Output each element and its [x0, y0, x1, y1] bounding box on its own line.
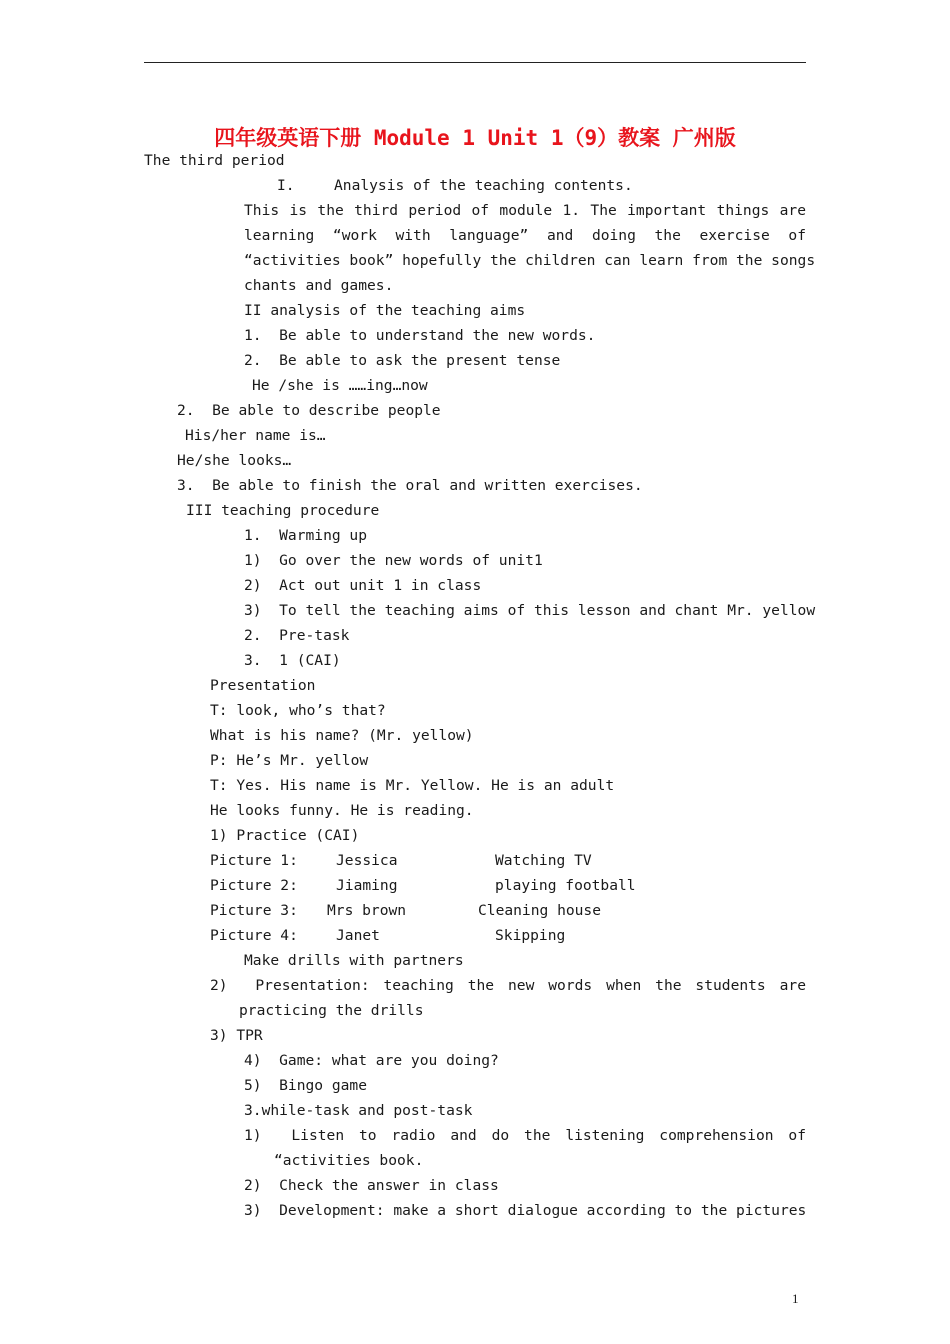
presentation-line: T: Yes. His name is Mr. Yellow. He is an adult — [210, 777, 615, 794]
procedure-step: 1) Go over the new words of unit1 — [244, 552, 543, 569]
while-task-heading: 3.while-task and post-task — [244, 1102, 473, 1119]
picture-label: Picture 4: — [210, 927, 298, 944]
document-title: 四年级英语下册 Module 1 Unit 1（9）教案 广州版 — [214, 126, 736, 150]
section1-para-line-3: “activities book” hopefully the children can learn from the songs — [244, 252, 816, 269]
picture-name: Janet — [336, 927, 380, 944]
development-item: 3) Development: make a short dialogue according to the pictures — [244, 1202, 807, 1219]
presentation-line: Presentation — [210, 677, 316, 694]
picture-name: Jessica — [336, 852, 398, 869]
picture-name: Mrs brown — [327, 902, 407, 919]
aim-example: His/her name is… — [185, 427, 326, 444]
check-item: 2) Check the answer in class — [244, 1177, 499, 1194]
drills-line: Make drills with partners — [244, 952, 464, 969]
procedure-step: 3) To tell the teaching aims of this lesson and chant Mr. yellow — [244, 602, 816, 619]
procedure-step: 2. Pre-task — [244, 627, 350, 644]
practice-heading: 1) Practice (CAI) — [210, 827, 360, 844]
section1-para-line-4: chants and games. — [244, 277, 394, 294]
aim-example: He/she looks… — [177, 452, 292, 469]
presentation-line: What is his name? (Mr. yellow) — [210, 727, 474, 744]
section1-heading: Analysis of the teaching contents. — [334, 177, 633, 194]
aim-example: He /she is ……ing…now — [252, 377, 428, 394]
picture-label: Picture 2: — [210, 877, 298, 894]
aim-item: 2. Be able to describe people — [177, 402, 441, 419]
presentation-line: P: He’s Mr. yellow — [210, 752, 369, 769]
listen-item-line-1: 1) Listen to radio and do the listening comprehension of — [244, 1127, 806, 1144]
section2-heading: II analysis of the teaching aims — [244, 302, 526, 319]
bingo-item: 5) Bingo game — [244, 1077, 368, 1094]
presentation-line: T: look, who’s that? — [210, 702, 386, 719]
section1-number: I. — [277, 177, 295, 194]
period-subtitle: The third period — [144, 152, 285, 169]
aim-item: 1. Be able to understand the new words. — [244, 327, 596, 344]
procedure-step: 2) Act out unit 1 in class — [244, 577, 482, 594]
procedure-step: 3. 1 (CAI) — [244, 652, 341, 669]
picture-name: Jiaming — [336, 877, 398, 894]
picture-label: Picture 3: — [210, 902, 298, 919]
picture-label: Picture 1: — [210, 852, 298, 869]
section3-heading: III teaching procedure — [186, 502, 380, 519]
game-item: 4) Game: what are you doing? — [244, 1052, 499, 1069]
section1-para-line-1: This is the third period of module 1. The important things are — [244, 202, 806, 219]
listen-item-line-2: “activities book. — [274, 1152, 424, 1169]
presentation-item-line-1: 2) Presentation: teaching the new words when the students are — [210, 977, 806, 994]
header-rule — [144, 62, 806, 63]
picture-action: Skipping — [495, 927, 566, 944]
presentation-item-line-2: practicing the drills — [239, 1002, 424, 1019]
page-number: 1 — [792, 1291, 799, 1306]
aim-item: 2. Be able to ask the present tense — [244, 352, 561, 369]
section1-para-line-2: learning “work with language” and doing the exercise of — [244, 227, 806, 244]
aim-item: 3. Be able to finish the oral and written exercises. — [177, 477, 643, 494]
picture-action: playing football — [495, 877, 636, 894]
tpr-item: 3) TPR — [210, 1027, 263, 1044]
picture-action: Watching TV — [495, 852, 592, 869]
picture-action: Cleaning house — [478, 902, 602, 919]
procedure-step: 1. Warming up — [244, 527, 368, 544]
presentation-line: He looks funny. He is reading. — [210, 802, 474, 819]
